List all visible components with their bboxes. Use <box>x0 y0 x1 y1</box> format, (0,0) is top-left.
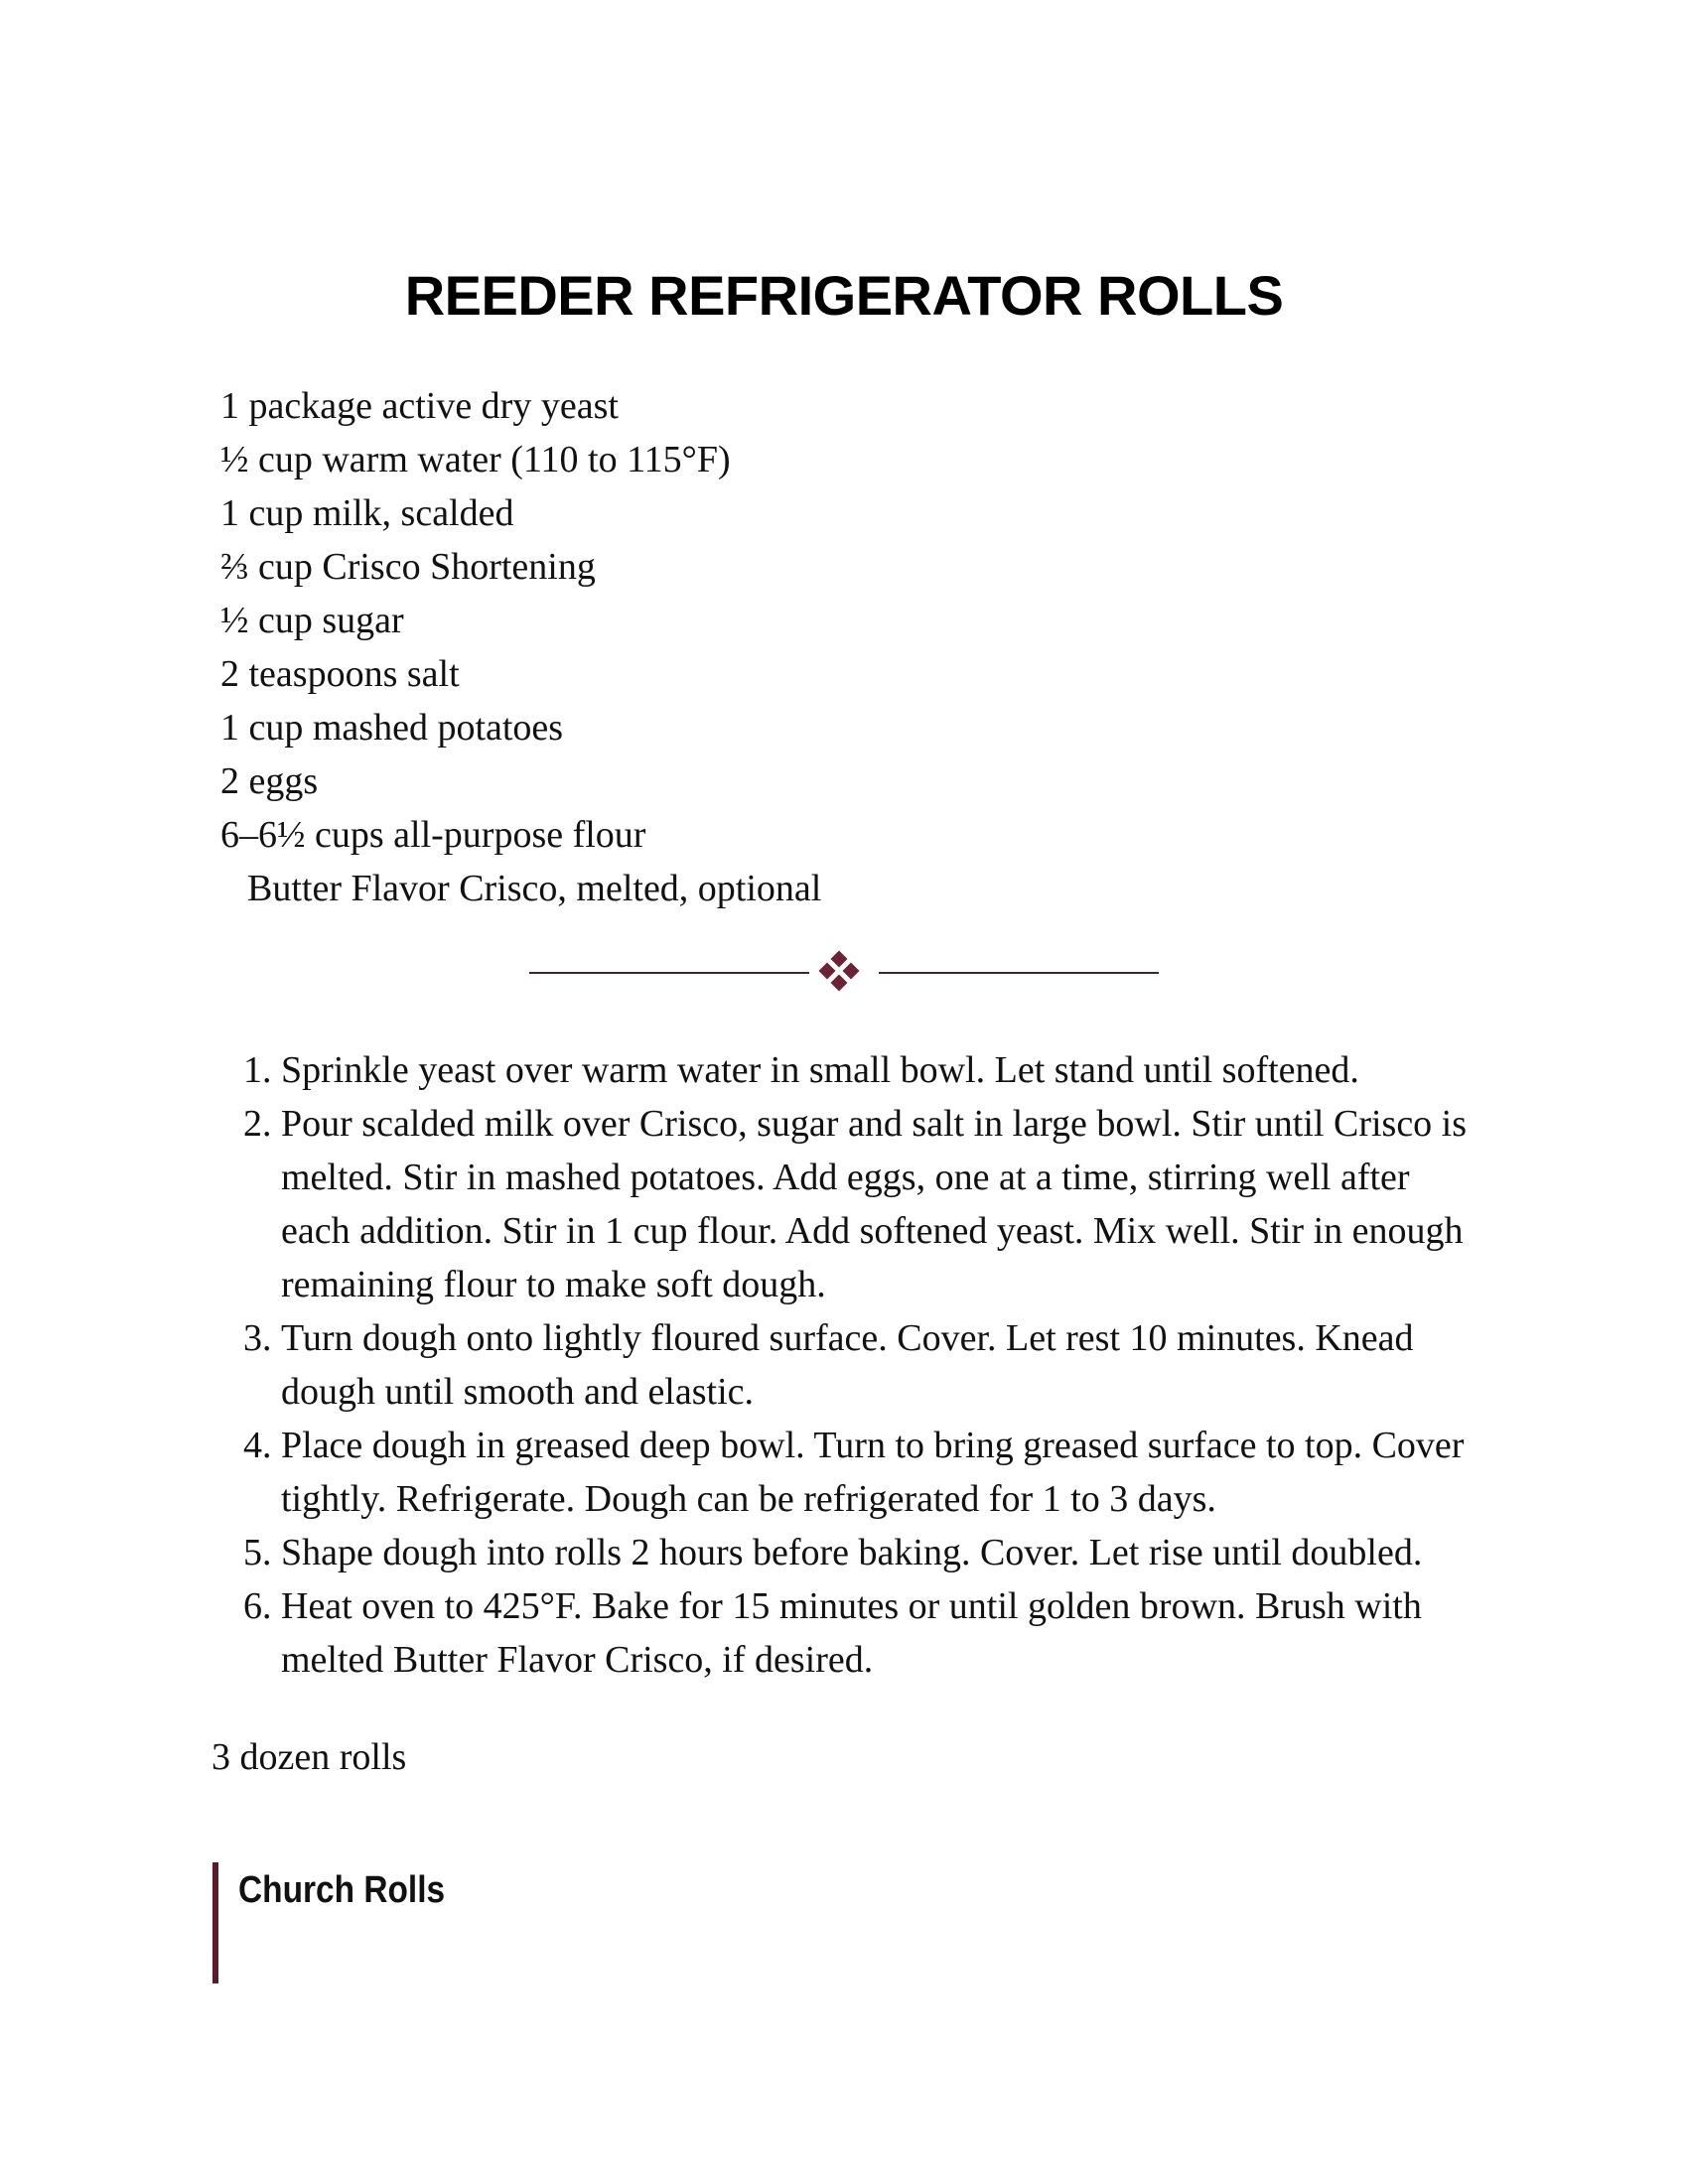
ingredient-list <box>220 379 821 915</box>
step-number: 2. <box>243 1103 272 1145</box>
ingredient-item: ½ cup warm water (110 to 115°F) <box>220 439 731 480</box>
step-number: 4. <box>243 1425 272 1466</box>
ingredient-item-optional: Butter Flavor Crisco, melted, optional <box>247 868 822 909</box>
diamond-ornament-icon <box>819 951 860 992</box>
recipe-yield: 3 dozen rolls <box>211 1736 407 1778</box>
ingredient-item: ½ cup sugar <box>220 600 404 641</box>
step-number: 6. <box>243 1585 272 1627</box>
step-text: Turn dough onto lightly floured surface. Cover. Let rest 10 minutes. Knead dough until smooth and elastic. <box>281 1317 1414 1413</box>
ingredient-item: 1 cup mashed potatoes <box>220 707 564 749</box>
ingredient-item: 2 eggs <box>220 760 319 802</box>
step-number: 1. <box>243 1049 272 1091</box>
step-number: 5. <box>243 1532 272 1573</box>
ingredient-item: 2 teaspoons salt <box>220 653 460 695</box>
next-section-heading: Church Rolls <box>238 1869 446 1911</box>
ingredient-item: 1 cup milk, scalded <box>220 492 514 534</box>
instruction-list <box>243 1043 1484 1687</box>
step-number: 3. <box>243 1317 272 1359</box>
instruction-step <box>243 1579 1484 1687</box>
ornamental-divider <box>529 950 1159 1000</box>
instruction-step <box>243 1419 1484 1526</box>
step-text: Sprinkle yeast over warm water in small bowl. Let stand until softened. <box>281 1049 1359 1091</box>
ingredient-item: ⅔ cup Crisco Shortening <box>220 546 596 588</box>
instruction-step <box>243 1526 1484 1579</box>
ingredient-item: 6–6½ cups all-purpose flour <box>220 814 646 856</box>
step-text: Shape dough into rolls 2 hours before baking. Cover. Let rise until doubled. <box>281 1532 1423 1573</box>
step-text: Heat oven to 425°F. Bake for 15 minutes or until golden brown. Brush with melted Butter Flavor Crisco, if desired. <box>281 1585 1422 1681</box>
step-text: Place dough in greased deep bowl. Turn to bring greased surface to top. Cover tightly. Refrigerate. Dough can be refrigerated for 1 to 3 days. <box>281 1425 1465 1520</box>
instruction-step <box>243 1097 1484 1311</box>
ingredient-item: 1 package active dry yeast <box>220 385 619 427</box>
section-accent-bar <box>212 1862 218 1983</box>
step-text: Pour scalded milk over Crisco, sugar and salt in large bowl. Stir until Crisco is melted. Stir in mashed potatoes. Add eggs, one at a time, stirring well after each addition. Stir in 1 cup flour. Add softened yeast. Mix well. Stir in enough remaining flour to make soft dough. <box>281 1103 1468 1305</box>
recipe-title: REEDER REFRIGERATOR ROLLS <box>404 264 1284 327</box>
instruction-step <box>243 1043 1484 1097</box>
instruction-step <box>243 1311 1484 1419</box>
